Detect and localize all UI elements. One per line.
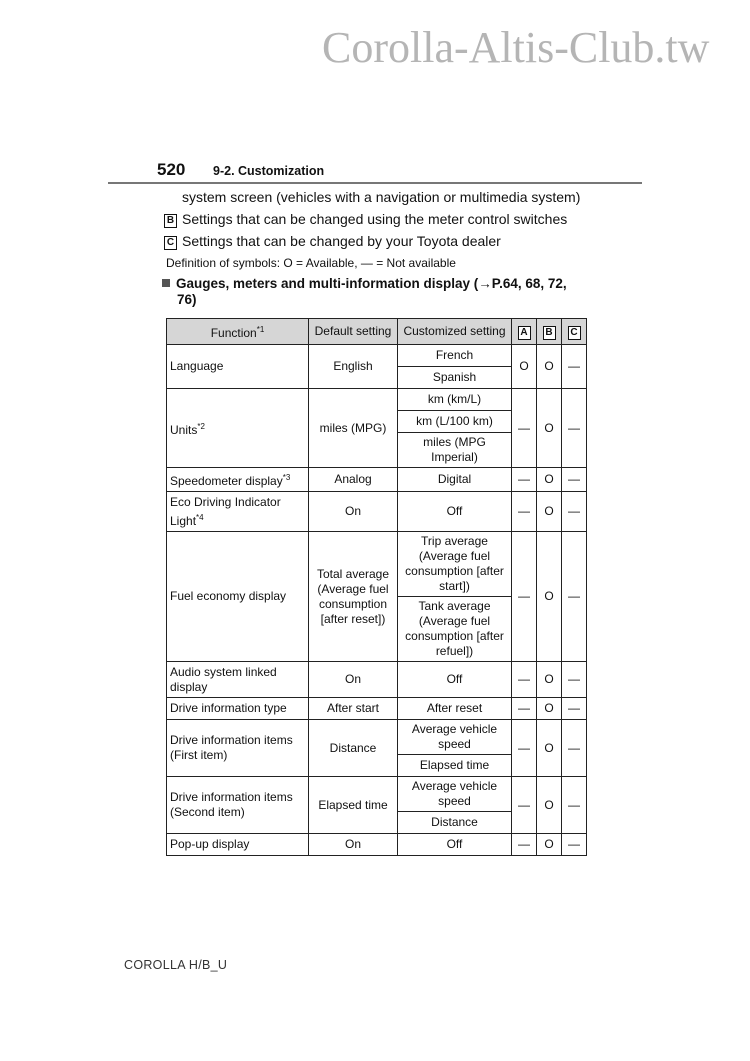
cell-b: O [537, 834, 562, 856]
header-function: Function$^{*1}$ [167, 319, 309, 345]
cell-option: Average vehicle speed [398, 720, 512, 755]
cell-b: O [537, 532, 562, 662]
cell-option: Distance [398, 812, 512, 834]
cell-function: Eco Driving Indicator Light$^{*4}$ [167, 492, 309, 532]
header-b [537, 319, 562, 345]
table-row [167, 777, 587, 812]
cell-option: km (km/L) [398, 389, 512, 411]
a-letter-icon: A [518, 326, 531, 340]
cell-function: Units$^{*2}$ [167, 389, 309, 468]
cell-option: Off [398, 834, 512, 856]
intro-line-3 [166, 233, 501, 250]
intro-line-2 [166, 211, 568, 228]
cell-option: Tank average (Average fuel consumption [after refuel]) [398, 597, 512, 662]
cell-c: — [562, 662, 587, 698]
subsection-heading [162, 276, 602, 308]
cell-function: Drive information items (First item) [167, 720, 309, 777]
cell-a: — [512, 492, 537, 532]
cell-c: — [562, 492, 587, 532]
cell-function: Drive information type [167, 698, 309, 720]
header-default: Default setting [309, 319, 398, 345]
cell-function: Speedometer display$^{*3}$ [167, 468, 309, 492]
cell-option: Digital [398, 468, 512, 492]
header-rule [108, 182, 642, 184]
cell-c: — [562, 345, 587, 389]
table-header-row [167, 319, 587, 345]
footer-model-code: COROLLA H/B_U [124, 958, 228, 972]
cell-default: On [309, 492, 398, 532]
cell-a: — [512, 720, 537, 777]
watermark: Corolla-Altis-Club.tw [322, 23, 710, 72]
cell-option: km (L/100 km) [398, 411, 512, 433]
b-letter-icon: B [543, 326, 556, 340]
cell-a: — [512, 698, 537, 720]
cell-option: Trip average (Average fuel consumption [after start]) [398, 532, 512, 597]
cell-a: — [512, 662, 537, 698]
cell-a: — [512, 834, 537, 856]
cell-function: Language [167, 345, 309, 389]
header-c [562, 319, 587, 345]
heading-line-2: 76) [177, 292, 197, 307]
cell-b: O [537, 492, 562, 532]
intro-line-2-text: Settings that can be changed using the meter control switches [182, 211, 568, 227]
cell-b: O [537, 777, 562, 834]
symbol-definitions: Definition of symbols: O = Available, — = Not available [166, 256, 456, 270]
cell-option: Elapsed time [398, 755, 512, 777]
cell-b: O [537, 389, 562, 468]
cell-option: French [398, 345, 512, 367]
cell-b: O [537, 662, 562, 698]
cell-option: Average vehicle speed [398, 777, 512, 812]
cell-option: miles (MPG Imperial) [398, 433, 512, 468]
cell-c: — [562, 389, 587, 468]
section-title: 9-2. Customization [213, 164, 325, 178]
cell-default: On [309, 834, 398, 856]
cell-default: miles (MPG) [309, 389, 398, 468]
cell-option: Spanish [398, 367, 512, 389]
cell-default: Analog [309, 468, 398, 492]
cell-b: O [537, 720, 562, 777]
cell-default: On [309, 662, 398, 698]
heading-line-1: Gauges, meters and multi-information display (→P.64, 68, 72, [176, 276, 567, 291]
cell-a: O [512, 345, 537, 389]
table-row [167, 532, 587, 597]
cell-function: Drive information items (Second item) [167, 777, 309, 834]
table-row [167, 492, 587, 532]
table-row [167, 834, 587, 856]
c-letter-icon: C [568, 326, 581, 340]
cell-c: — [562, 468, 587, 492]
customization-table [166, 318, 587, 856]
cell-default: Distance [309, 720, 398, 777]
header-customized: Customized setting [398, 319, 512, 345]
intro-line-1: system screen (vehicles with a navigation or multimedia system) [182, 189, 581, 205]
table-row [167, 468, 587, 492]
cell-a: — [512, 389, 537, 468]
table-row [167, 698, 587, 720]
cell-option: Off [398, 662, 512, 698]
cell-default: Elapsed time [309, 777, 398, 834]
table-row [167, 720, 587, 755]
cell-default: Total average (Average fuel consumption [after reset]) [309, 532, 398, 662]
cell-a: — [512, 777, 537, 834]
table-row [167, 389, 587, 411]
cell-c: — [562, 720, 587, 777]
table-row [167, 662, 587, 698]
cell-a: — [512, 468, 537, 492]
intro-line-3-text: Settings that can be changed by your Toyota dealer [182, 233, 501, 249]
cell-b: O [537, 468, 562, 492]
page-number: 520 [157, 160, 186, 179]
table-row [167, 345, 587, 367]
cell-b: O [537, 698, 562, 720]
cell-function: Audio system linked display [167, 662, 309, 698]
cell-option: After reset [398, 698, 512, 720]
cell-option: Off [398, 492, 512, 532]
cell-c: — [562, 834, 587, 856]
cell-c: — [562, 698, 587, 720]
cell-default: After start [309, 698, 398, 720]
header-a [512, 319, 537, 345]
cell-a: — [512, 532, 537, 662]
b-letter-icon: B [164, 214, 177, 228]
cell-c: — [562, 532, 587, 662]
cell-b: O [537, 345, 562, 389]
cell-c: — [562, 777, 587, 834]
square-bullet-icon [162, 279, 170, 287]
cell-function: Pop-up display [167, 834, 309, 856]
c-letter-icon: C [164, 236, 177, 250]
cell-default: English [309, 345, 398, 389]
cell-function: Fuel economy display [167, 532, 309, 662]
